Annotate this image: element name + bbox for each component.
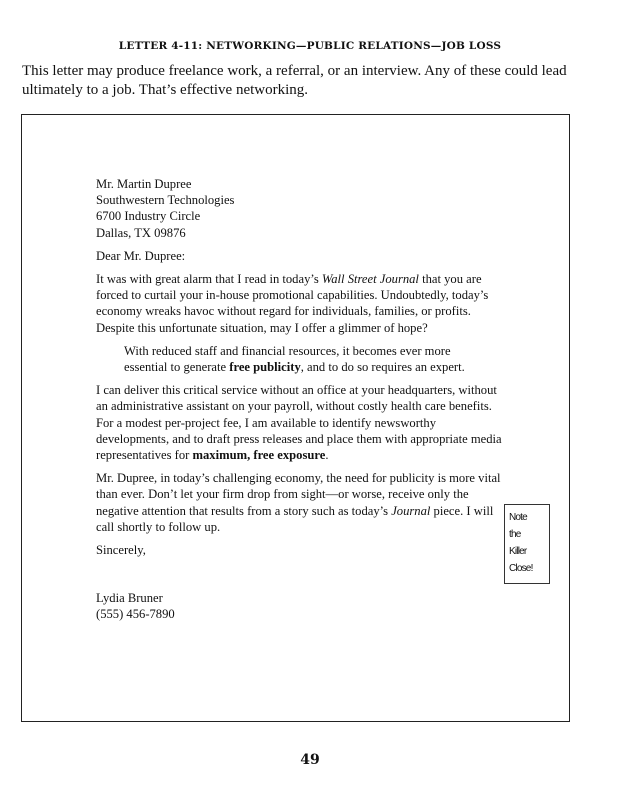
page-number: 49 (300, 752, 320, 768)
paragraph-1: It was with great alarm that I read in today’s Wall Street Journal that you are forced to curtail your in-house promotional capabilities. Undoubtedly, today’s economy wreaks havoc without regard for individuals, families, or profits. Despite this unfortunate situation, may I offer a glimmer of hope? (96, 272, 489, 335)
address-line: Mr. Martin Dupree (96, 177, 192, 191)
newspaper-title: Wall Street Journal (321, 272, 419, 287)
signature-phone: (555) 456-7890 (96, 607, 175, 622)
indented-quote: With reduced staff and financial resources, it becomes ever more essential to generate free publicity, and to do so requires an expert. (124, 343, 465, 375)
note-line: Note (509, 512, 527, 523)
note-line: Close! (509, 563, 533, 574)
paragraph-3: Mr. Dupree, in today’s challenging economy, the need for publicity is more vital than ever. Don’t let your firm drop from sight—or worse, receive only the negative attention that results from a story such as today’s Journal piece. I will call shortly to follow up. (96, 471, 501, 534)
salutation: Dear Mr. Dupree: (96, 248, 186, 263)
closing: Sincerely, (96, 543, 146, 558)
signature-name: Lydia Bruner (96, 591, 163, 606)
note-line: Killer (509, 546, 527, 557)
margin-note (504, 504, 550, 584)
page-header: LETTER 4-11: NETWORKING—PUBLIC RELATIONS—JOB LOSS (118, 40, 502, 52)
newspaper-title: Journal (391, 503, 431, 518)
emphasis: free publicity (229, 360, 301, 375)
emphasis: maximum, free exposure (192, 448, 326, 463)
address-line: Southwestern Technologies (96, 193, 235, 208)
note-line: the (509, 529, 521, 540)
address-line: Dallas, TX 09876 (96, 225, 186, 240)
paragraph-2: I can deliver this critical service without an office at your headquarters, without an administrative assistant on your payroll, without costly health care benefits. For a modest per-project fee, I am available to identify newsworthy developments, and to draft press releases and place them with appropriate media representatives for maximum, free exposure. (96, 383, 502, 463)
recipient-address (96, 176, 506, 241)
letter-body (96, 176, 506, 623)
intro-text: This letter may produce freelance work, a referral, or an interview. Any of these could lead ultimately to a job. That’s effective networking. (22, 63, 567, 98)
address-line: 6700 Industry Circle (96, 209, 201, 224)
